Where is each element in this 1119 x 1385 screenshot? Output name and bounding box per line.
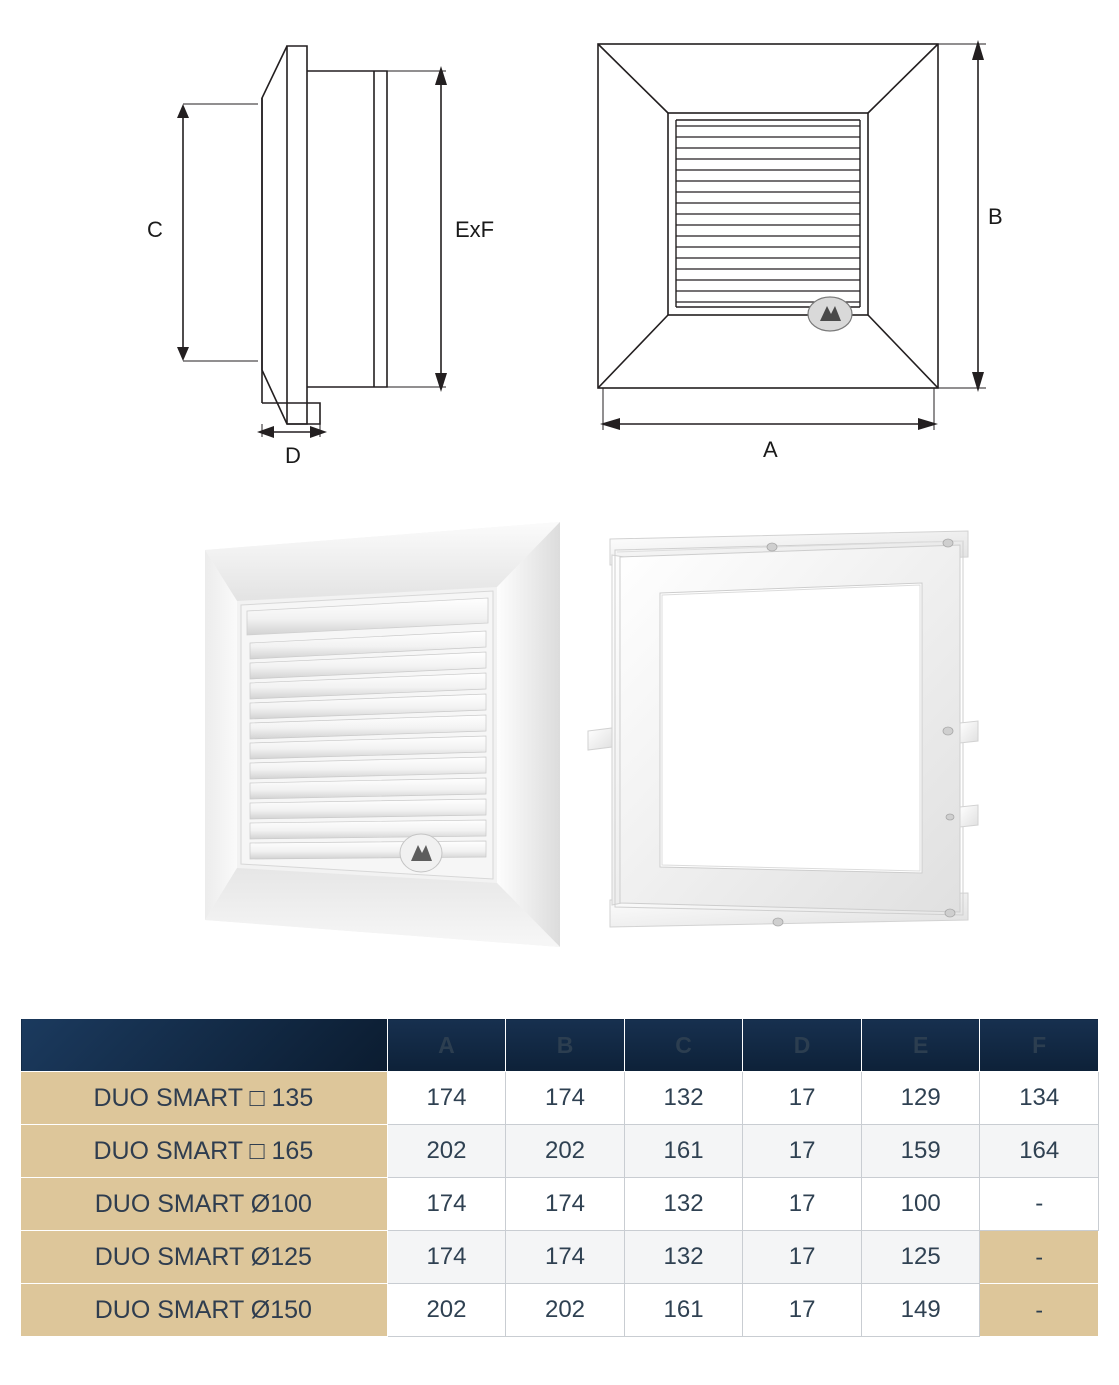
column-header-b: B (506, 1019, 625, 1072)
cell-f: - (980, 1231, 1099, 1284)
cell-a: 202 (387, 1125, 506, 1178)
cell-d: 17 (743, 1125, 862, 1178)
dimension-label-exf: ExF (455, 217, 495, 242)
dimension-label-a: A (763, 437, 778, 462)
cell-b: 174 (506, 1231, 625, 1284)
cell-a: 202 (387, 1284, 506, 1337)
brand-logo-icon-photo (400, 834, 442, 872)
cell-d: 17 (743, 1231, 862, 1284)
product-photo-grille-group (205, 522, 560, 947)
spec-table-wrapper (20, 1018, 1099, 1337)
row-model-name: DUO SMART □ 165 (21, 1125, 388, 1178)
cell-c: 132 (624, 1178, 743, 1231)
cell-b: 174 (506, 1072, 625, 1125)
row-model-name: DUO SMART Ø100 (21, 1178, 388, 1231)
dimension-label-b: B (988, 204, 1003, 229)
cell-f: 164 (980, 1125, 1099, 1178)
cell-b: 174 (506, 1178, 625, 1231)
cell-e: 159 (861, 1125, 980, 1178)
cell-d: 17 (743, 1284, 862, 1337)
cell-c: 132 (624, 1231, 743, 1284)
cell-d: 17 (743, 1178, 862, 1231)
column-header-d: D (743, 1019, 862, 1072)
brand-logo-icon (808, 297, 852, 331)
cell-a: 174 (387, 1231, 506, 1284)
table-header-row (21, 1019, 1099, 1072)
cell-e: 100 (861, 1178, 980, 1231)
dimension-label-d: D (285, 443, 301, 468)
cell-c: 132 (624, 1072, 743, 1125)
cell-b: 202 (506, 1125, 625, 1178)
photos-svg (0, 495, 1119, 1005)
table-row (21, 1284, 1099, 1337)
cell-a: 174 (387, 1178, 506, 1231)
table-row (21, 1178, 1099, 1231)
cell-e: 129 (861, 1072, 980, 1125)
row-model-name: DUO SMART Ø125 (21, 1231, 388, 1284)
spec-table-body (21, 1072, 1099, 1337)
cell-d: 17 (743, 1072, 862, 1125)
cell-a: 174 (387, 1072, 506, 1125)
cell-b: 202 (506, 1284, 625, 1337)
cell-e: 149 (861, 1284, 980, 1337)
drawings-svg (0, 0, 1119, 500)
column-header-e: E (861, 1019, 980, 1072)
technical-drawings (0, 0, 1119, 500)
cell-c: 161 (624, 1284, 743, 1337)
cell-c: 161 (624, 1125, 743, 1178)
column-header-f: F (980, 1019, 1099, 1072)
row-model-name: DUO SMART □ 135 (21, 1072, 388, 1125)
dimension-label-c: C (147, 217, 163, 242)
spec-table-head (21, 1019, 1099, 1072)
table-row (21, 1125, 1099, 1178)
table-row (21, 1072, 1099, 1125)
cell-f: - (980, 1178, 1099, 1231)
column-header-c: C (624, 1019, 743, 1072)
table-row (21, 1231, 1099, 1284)
cell-f: - (980, 1284, 1099, 1337)
cell-f: 134 (980, 1072, 1099, 1125)
cell-e: 125 (861, 1231, 980, 1284)
column-header-model (21, 1019, 388, 1072)
column-header-a: A (387, 1019, 506, 1072)
row-model-name: DUO SMART Ø150 (21, 1284, 388, 1337)
product-photos (0, 495, 1119, 1005)
spec-table (20, 1018, 1099, 1337)
product-photo-frame-group (588, 531, 978, 927)
